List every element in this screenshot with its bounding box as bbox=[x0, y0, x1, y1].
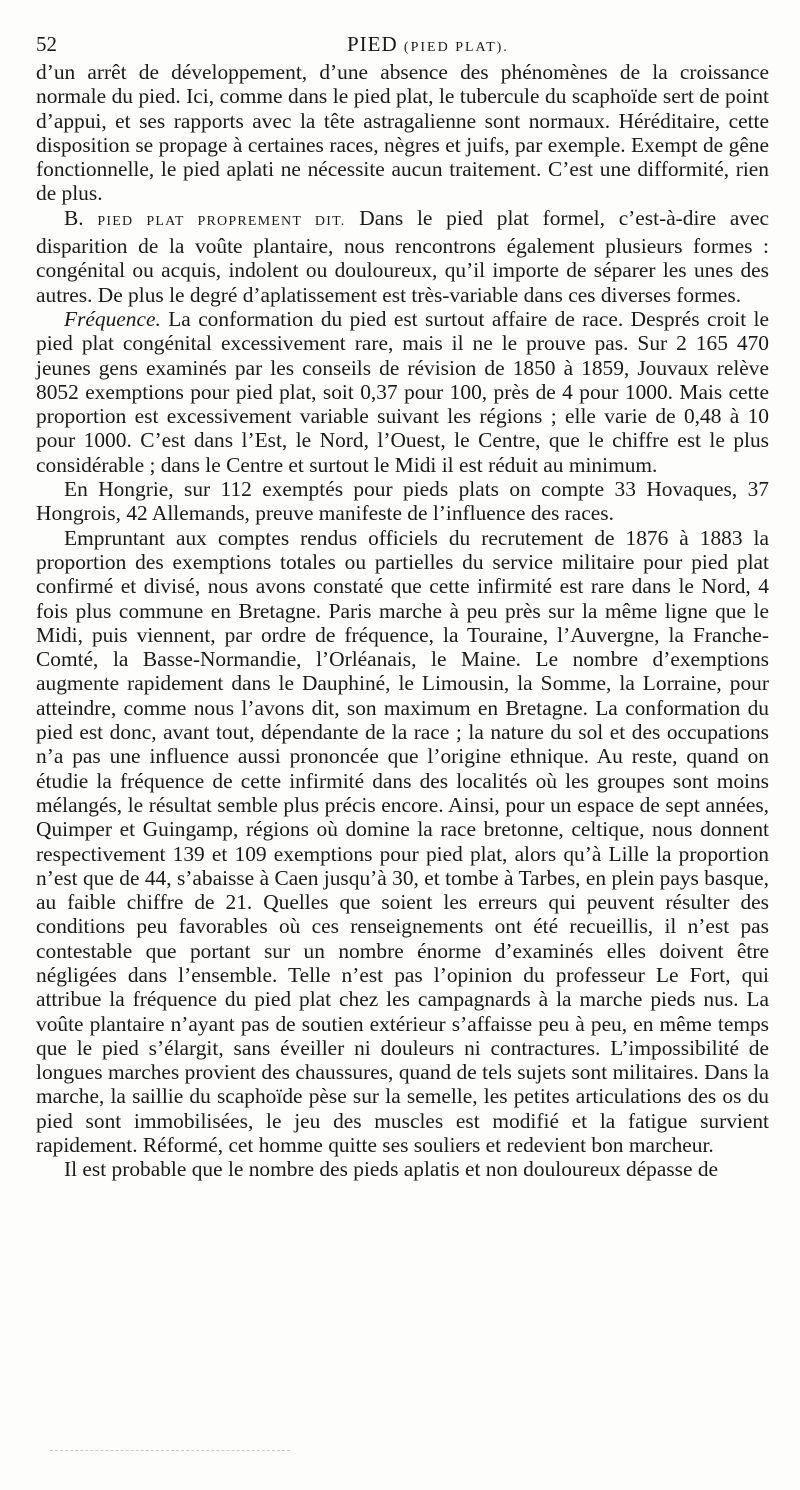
section-title: PIED PLAT PROPREMENT DIT. bbox=[97, 213, 346, 229]
scan-artifact bbox=[50, 1450, 290, 1455]
subsection-label: Fréquence. bbox=[64, 306, 161, 331]
subsection-text: La conformation du pied est surtout affaire de race. Després croit le pied plat congénital excessivement rare, mais il ne le prouve pas. Sur 2 165 470 jeunes gens examinés par les conseils de révision de 1850 à 1859, Jouvaux relève 8052 exemptions pour pied plat, soit 0,37 pour 100, près de 4 pour 1000. Mais cette proportion est excessivement variable suivant les régions ; elle varie de 0,48 à 10 pour 1000. C’est dans l’Est, le Nord, l’Ouest, le Centre, que le chiffre est le plus considérable ; dans le Centre et surtout le Midi il est réduit au minimum. bbox=[36, 306, 769, 477]
page-header bbox=[36, 32, 766, 58]
running-head-main: PIED bbox=[347, 32, 398, 56]
paragraph-hongrie: En Hongrie, sur 112 exemptés pour pieds plats on compte 33 Hovaques, 37 Hongrois, 42 Allemands, preuve manifeste de l’influence des races. bbox=[36, 477, 769, 526]
paragraph-final: Il est probable que le nombre des pieds aplatis et non douloureux dépasse de bbox=[64, 1157, 719, 1182]
running-head bbox=[347, 32, 509, 57]
body-text bbox=[36, 60, 769, 1182]
paragraph-continuation: d’un arrêt de développement, d’une absence des phénomènes de la croissance normale du pied. Ici, comme dans le pied plat, le tubercule du scaphoïde sert de point d’appui, et ses rapports avec la tête astragalienne sont normaux. Héréditaire, cette disposition se propage à certaines races, nègres et juifs, par exemple. Exempt de gêne fonctionnelle, le pied aplati ne nécessite aucun traitement. C’est une difformité, rien de plus. bbox=[36, 60, 769, 206]
paragraph-pied-plat-proprement-dit bbox=[36, 206, 769, 307]
section-label: B. bbox=[64, 205, 84, 230]
section-text: Dans le pied plat formel, c’est-à-dire avec disparition de la voûte plantaire, nous rencontrons également plusieurs formes : congénital ou acquis, indolent ou douloureux, qu’il importe de séparer les unes des autres. De plus le degré d’aplatissement est très-variable dans ces diverses formes. bbox=[36, 205, 769, 307]
paragraph-frequence bbox=[36, 307, 769, 477]
page-number: 52 bbox=[36, 32, 57, 56]
running-head-sub: (PIED PLAT). bbox=[403, 40, 509, 55]
paragraph-recrutement: Empruntant aux comptes rendus officiels du recrutement de 1876 à 1883 la proportion des exemptions totales ou partielles du service militaire pour pied plat confirmé et divisé, nous avons constaté que cette infirmité est rare dans le Nord, 4 fois plus commune en Bretagne. Paris marche à peu près sur la même ligne que le Midi, puis viennent, par ordre de fréquence, la Touraine, l’Auvergne, la Franche-Comté, la Basse-Normandie, l’Orléanais, le Maine. Le nombre d’exemptions augmente rapidement dans le Dauphiné, le Limousin, la Somme, la Lorraine, pour atteindre, comme nous l’avons dit, son maximum en Bretagne. La conformation du pied est donc, avant tout, dépendante de la race ; la nature du sol et des occupations n’a pas une influence aussi prononcée que l’origine ethnique. Au reste, quand on étudie la fréquence de cette infirmité dans des localités où les groupes sont moins mélangés, le résultat semble plus précis encore. Ainsi, pour un espace de sept années, Quimper et Guingamp, régions où domine la race bretonne, celtique, nous donnent respectivement 139 et 109 exemptions pour pied plat, alors qu’à Lille la proportion n’est que de 44, s’abaisse à Caen jusqu’à 30, et tombe à Tarbes, en plein pays basque, au faible chiffre de 21. Quelles que soient les erreurs qui peuvent résulter des conditions peu favorables où ces renseignements ont été recueillis, il n’est pas contestable que portant sur un nombre énorme d’examinés elles doivent être négligées dans l’ensemble. Telle n’est pas l’opinion du professeur Le Fort, qui attribue la fréquence du pied plat chez les campagnards à la marche pieds nus. La voûte plantaire n’ayant pas de soutien extérieur s’affaisse peu à peu, en même temps que le pied s’élargit, sans éveiller ni douleurs ni contractures. L’impossibilité de longues marches provient des chaussures, quand de tels sujets sont militaires. Dans la marche, la saillie du scaphoïde pèse sur la semelle, les petites articulations des os du pied sont immobilisées, le jeu des muscles est modifié et la fatigue survient rapidement. Réformé, cet homme quitte ses souliers et redevient bon marcheur. bbox=[36, 525, 769, 1158]
